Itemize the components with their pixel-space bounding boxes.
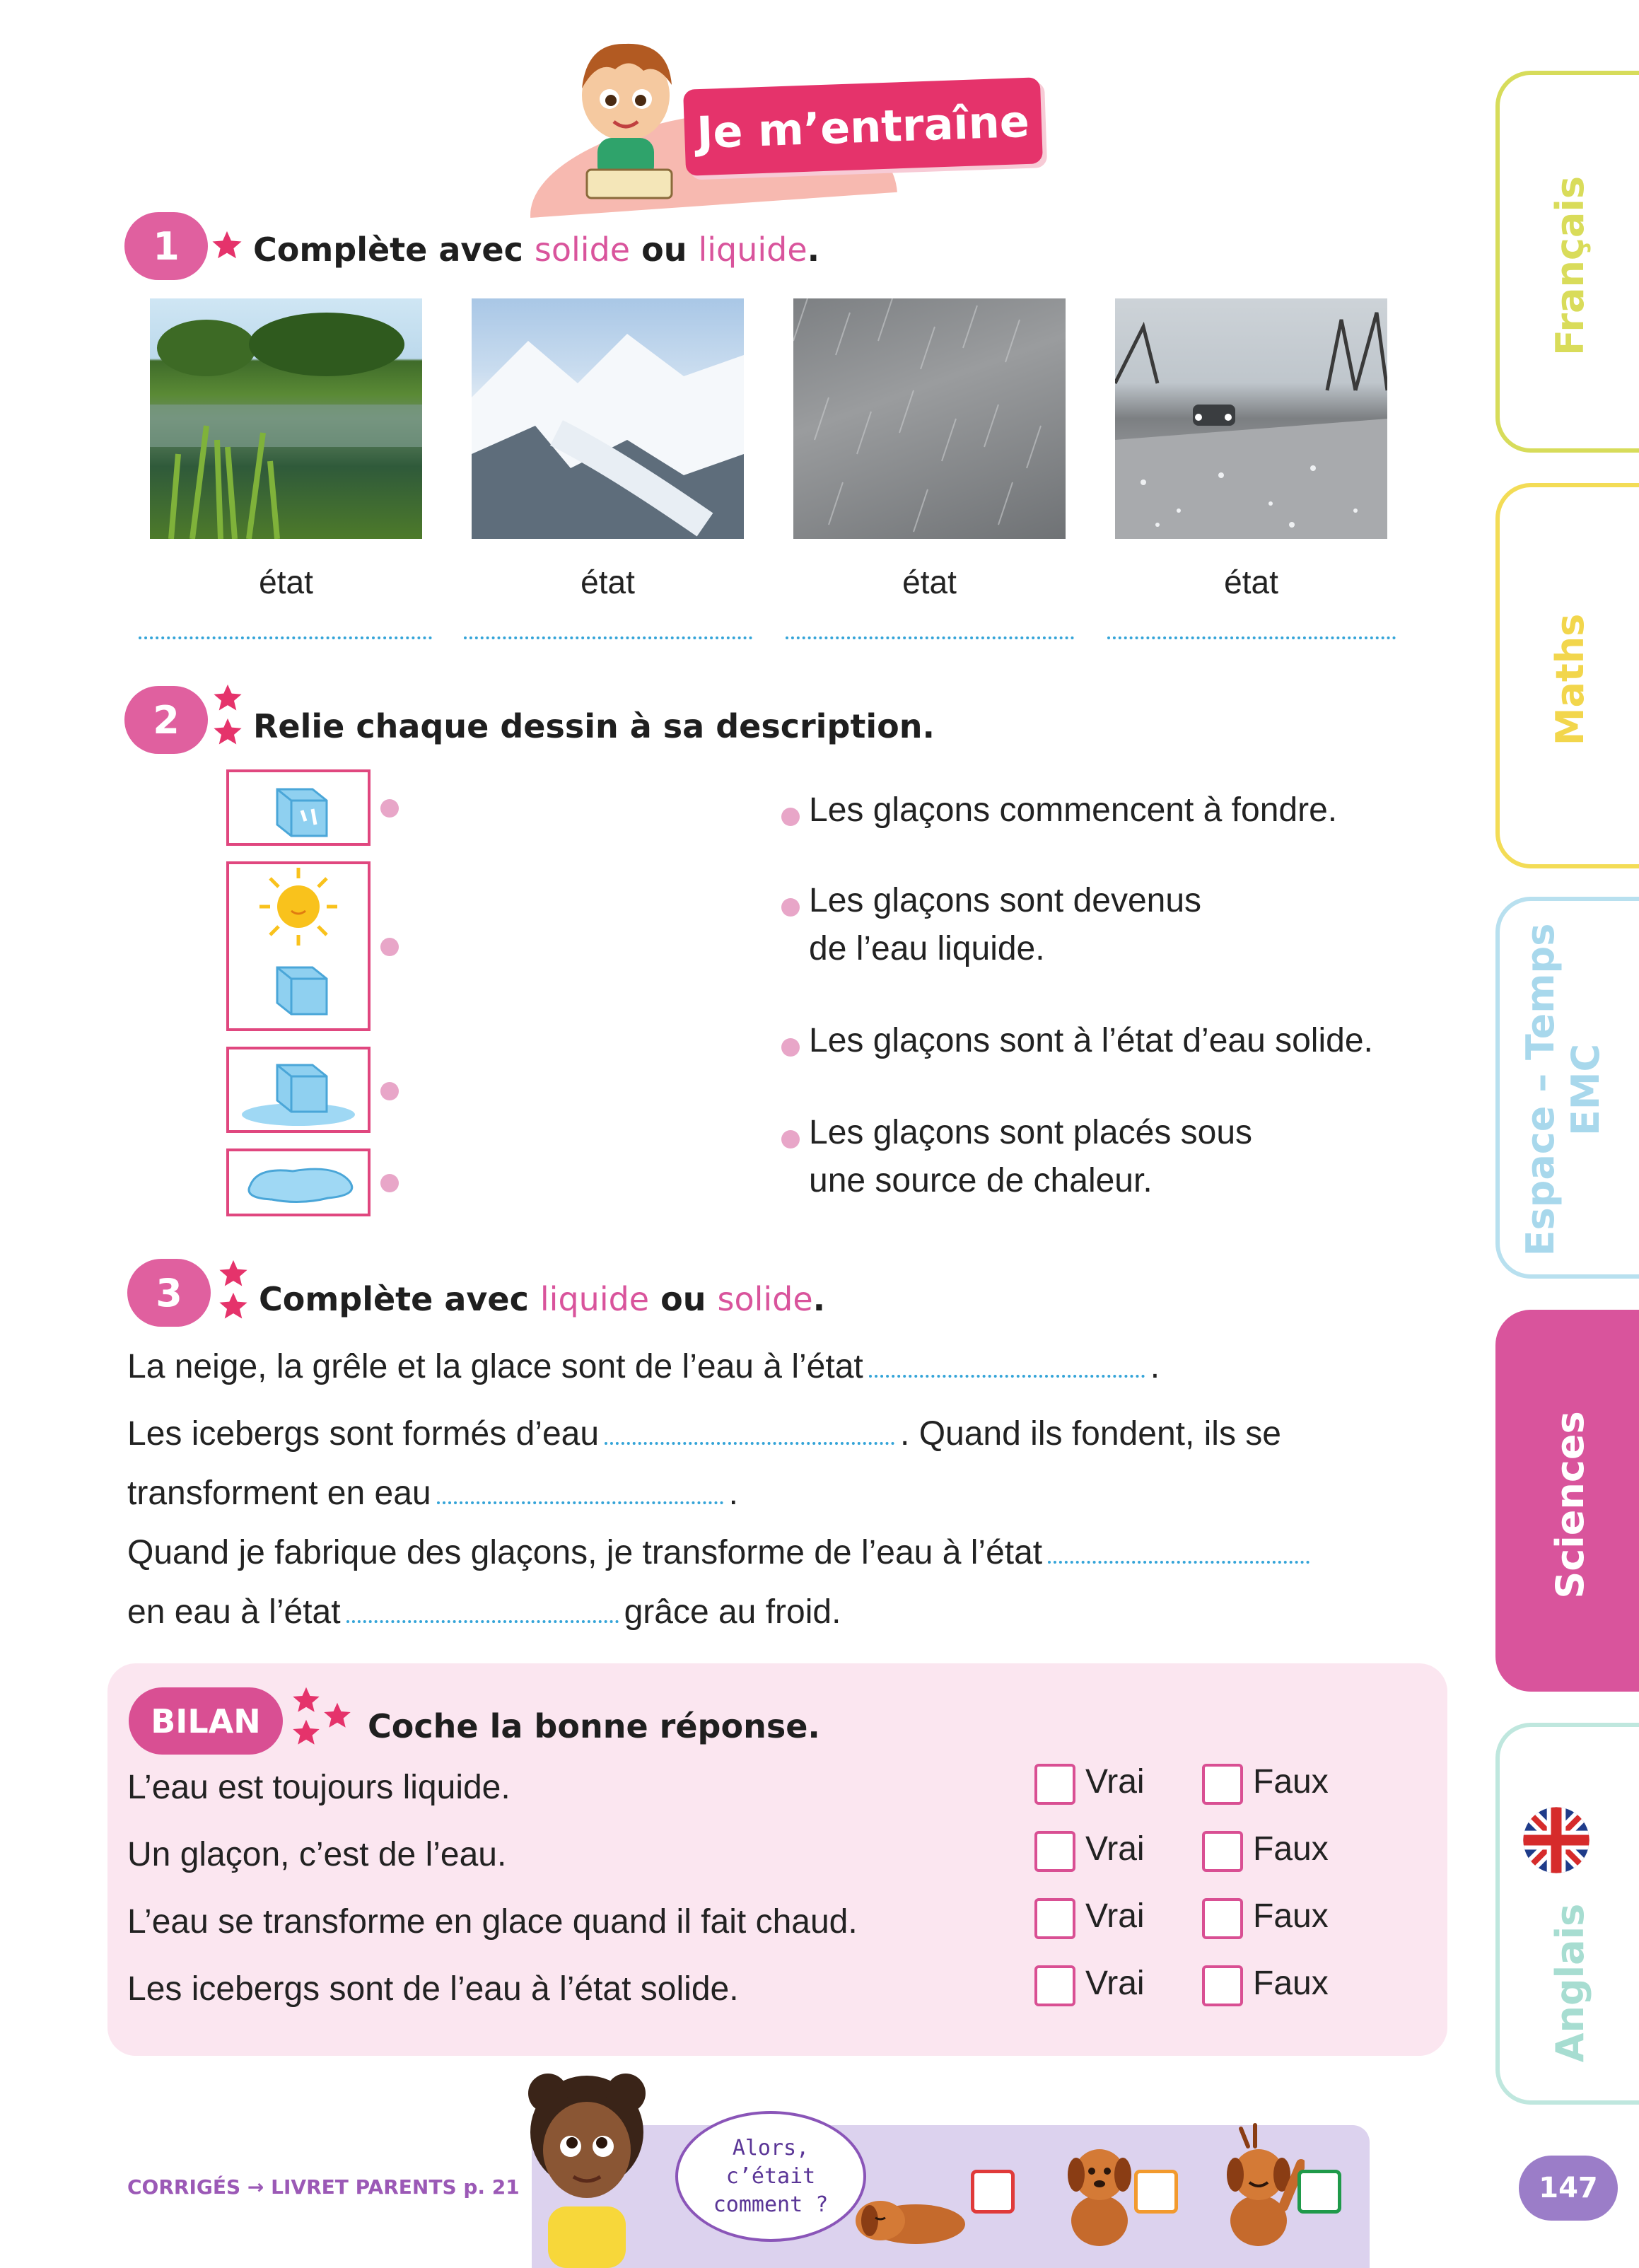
answer-blank[interactable]	[605, 1439, 894, 1445]
faux-label: Faux	[1253, 1965, 1329, 2002]
difficulty-star-icon	[291, 1719, 321, 1748]
tab-sciences[interactable]	[1495, 1310, 1639, 1692]
vrai-checkbox[interactable]	[1034, 1831, 1075, 1872]
hard-checkbox[interactable]	[971, 2170, 1015, 2214]
link-dot[interactable]	[380, 799, 399, 818]
dog-icon	[1061, 2136, 1138, 2249]
faux-checkbox[interactable]	[1202, 1764, 1243, 1805]
description-text: Les glaçons commencent à fondre.	[809, 791, 1338, 829]
answer-blank[interactable]	[1107, 636, 1396, 639]
link-dot[interactable]	[781, 808, 800, 826]
answer-blank[interactable]	[786, 636, 1074, 639]
photo-caption: état	[259, 564, 313, 600]
exercise-number: 3	[127, 1259, 211, 1327]
description-text: Les glaçons sont à l’état d’eau solide.	[809, 1022, 1373, 1059]
tab-label: Français	[1548, 175, 1592, 356]
rain-photo	[793, 298, 1066, 539]
exercise-instruction: Relie chaque dessin à sa description.	[253, 707, 935, 745]
statement-text: Un glaçon, c’est de l’eau.	[127, 1836, 507, 1873]
link-dot[interactable]	[380, 1174, 399, 1192]
difficulty-star-icon	[212, 717, 243, 748]
exercise-number: 2	[124, 686, 208, 754]
section-title: Je m’entraîne	[683, 77, 1043, 176]
pond-photo	[150, 298, 422, 539]
difficulty-star-icon	[211, 230, 243, 262]
speech-bubble: Alors, c’était comment ?	[675, 2111, 866, 2242]
sentence-line: Quand je fabrique des glaçons, je transforme de l’eau à l’état	[127, 1533, 1315, 1572]
vrai-label: Vrai	[1085, 1897, 1145, 1935]
easy-checkbox[interactable]	[1297, 2170, 1341, 2214]
answer-blank[interactable]	[1048, 1558, 1310, 1564]
answer-blank[interactable]	[464, 636, 752, 639]
statement-text: Les icebergs sont de l’eau à l’état solide.	[127, 1970, 739, 2008]
vrai-checkbox[interactable]	[1034, 1764, 1075, 1805]
ice-cube-drawing	[226, 769, 371, 846]
link-dot[interactable]	[380, 1082, 399, 1100]
photo-caption: état	[581, 564, 635, 600]
medium-checkbox[interactable]	[1134, 2170, 1178, 2214]
melting-ice-cube-drawing	[226, 1047, 371, 1133]
vrai-label: Vrai	[1085, 1830, 1145, 1868]
vrai-label: Vrai	[1085, 1965, 1145, 2002]
difficulty-star-icon	[218, 1291, 249, 1322]
hail-road-photo	[1115, 298, 1387, 539]
tab-anglais[interactable]	[1495, 1723, 1639, 2105]
answer-blank[interactable]	[437, 1499, 723, 1504]
faux-label: Faux	[1253, 1830, 1329, 1868]
faux-checkbox[interactable]	[1202, 1898, 1243, 1939]
sentence-line: transforment en eau .	[127, 1475, 738, 1512]
girl-illustration	[506, 2065, 668, 2268]
photo-caption: état	[902, 564, 957, 600]
link-dot[interactable]	[781, 898, 800, 917]
description-text: de l’eau liquide.	[809, 930, 1045, 967]
difficulty-star-icon	[322, 1702, 352, 1731]
bilan-label: BILAN	[129, 1687, 283, 1755]
answer-blank[interactable]	[869, 1372, 1145, 1378]
faux-label: Faux	[1253, 1897, 1329, 1935]
exercise-number: 1	[124, 212, 208, 280]
faux-checkbox[interactable]	[1202, 1965, 1243, 2006]
faux-label: Faux	[1253, 1763, 1329, 1801]
statement-text: L’eau est toujours liquide.	[127, 1769, 511, 1806]
exercise-instruction: Complète avec liquide ou solide.	[259, 1280, 826, 1318]
sentence-line: en eau à l’état grâce au froid.	[127, 1593, 841, 1631]
boy-reading-illustration	[559, 28, 693, 205]
corriges-reference: CORRIGÉS → LIVRET PARENTS p. 21	[127, 2175, 520, 2199]
description-text: Les glaçons sont placés sous	[809, 1114, 1253, 1151]
water-puddle-drawing	[226, 1148, 371, 1216]
sentence-line: La neige, la grêle et la glace sont de l’eau à l’état .	[127, 1348, 1160, 1385]
statement-text: L’eau se transforme en glace quand il fait chaud.	[127, 1903, 858, 1941]
tab-francais[interactable]	[1495, 71, 1639, 453]
difficulty-star-icon	[291, 1686, 321, 1716]
answer-blank[interactable]	[346, 1617, 619, 1623]
faux-checkbox[interactable]	[1202, 1831, 1243, 1872]
description-text: une source de chaleur.	[809, 1162, 1153, 1199]
happy-dog-icon	[1213, 2115, 1305, 2249]
link-dot[interactable]	[781, 1038, 800, 1057]
vrai-label: Vrai	[1085, 1763, 1145, 1801]
glacier-photo	[472, 298, 744, 539]
sun-and-ice-cube-drawing	[226, 861, 371, 1031]
page-number: 147	[1519, 2156, 1618, 2221]
answer-blank[interactable]	[139, 636, 432, 639]
difficulty-star-icon	[218, 1259, 249, 1290]
tab-espace-temps-emc[interactable]	[1495, 897, 1639, 1279]
tab-label: Anglais	[1548, 1903, 1592, 2063]
sentence-line: Les icebergs sont formés d’eau . Quand ils fondent, ils se	[127, 1415, 1281, 1453]
tab-label: Maths	[1548, 613, 1592, 746]
tab-label: Sciences	[1548, 1411, 1592, 1599]
description-text: Les glaçons sont devenus	[809, 882, 1202, 919]
vrai-checkbox[interactable]	[1034, 1965, 1075, 2006]
tab-label: Espace – Temps EMC	[1518, 923, 1608, 1257]
link-dot[interactable]	[380, 938, 399, 956]
link-dot[interactable]	[781, 1130, 800, 1148]
exercise-instruction: Complète avec solide ou liquide.	[253, 231, 820, 269]
vrai-checkbox[interactable]	[1034, 1898, 1075, 1939]
tab-maths[interactable]	[1495, 483, 1639, 868]
difficulty-star-icon	[212, 683, 243, 714]
bilan-instruction: Coche la bonne réponse.	[368, 1707, 820, 1745]
photo-caption: état	[1224, 564, 1278, 600]
sleepy-dog-icon	[848, 2171, 969, 2249]
